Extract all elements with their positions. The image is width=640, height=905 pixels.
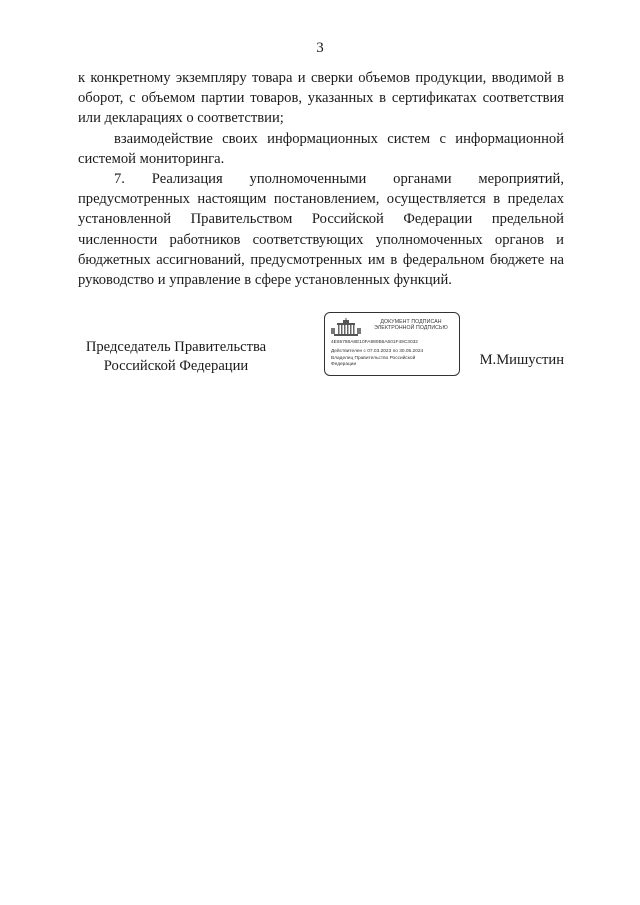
stamp-certificate: 4E65788A8E10FA980B6A601F49C3032 xyxy=(331,340,418,345)
stamp-header-line2: ЭЛЕКТРОННОЙ ПОДПИСЬЮ xyxy=(374,325,448,332)
paragraph-interaction: взаимодействие своих информационных систем с информационной системой мониторинга. xyxy=(78,130,564,167)
stamp-owner-line2: Федерации xyxy=(331,362,357,367)
signature-block xyxy=(78,312,564,382)
paragraph-continuation: к конкретному экземпляру товара и сверки объемов продукции, вводимой в оборот, с объемом партии товаров, указанных в сертификатах соответствия или декларациях о соответствии; xyxy=(78,70,564,127)
electronic-signature-stamp xyxy=(324,312,460,376)
paragraph-item-7: 7. Реализация уполномоченными органами мероприятий, предусмотренных настоящим постановлением, осуществляется в пределах установленной Правительством Российской Федерации предельной численности работников соответствующих уполномоченных органов и бюджетных ассигнований, предусмотренных им в федеральном бюджете на руководство и управление в сфере установленных функций. xyxy=(78,171,564,289)
signatory-title xyxy=(78,338,274,376)
stamp-header xyxy=(365,319,457,332)
stamp-owner-line1: Владелец Правительство Российской xyxy=(331,356,416,361)
government-building-icon xyxy=(331,318,361,338)
stamp-header-line1: ДОКУМЕНТ ПОДПИСАН xyxy=(380,319,442,325)
stamp-validity: Действителен с 07.03.2023 по 30.05.2024 xyxy=(331,349,424,354)
signatory-title-line2: Российской Федерации xyxy=(103,358,249,374)
signatory-title-line1: Председатель Правительства xyxy=(85,339,267,355)
page-number: 3 xyxy=(316,40,324,56)
document-body xyxy=(78,68,564,290)
signatory-name: М.Мишустин xyxy=(479,352,564,368)
